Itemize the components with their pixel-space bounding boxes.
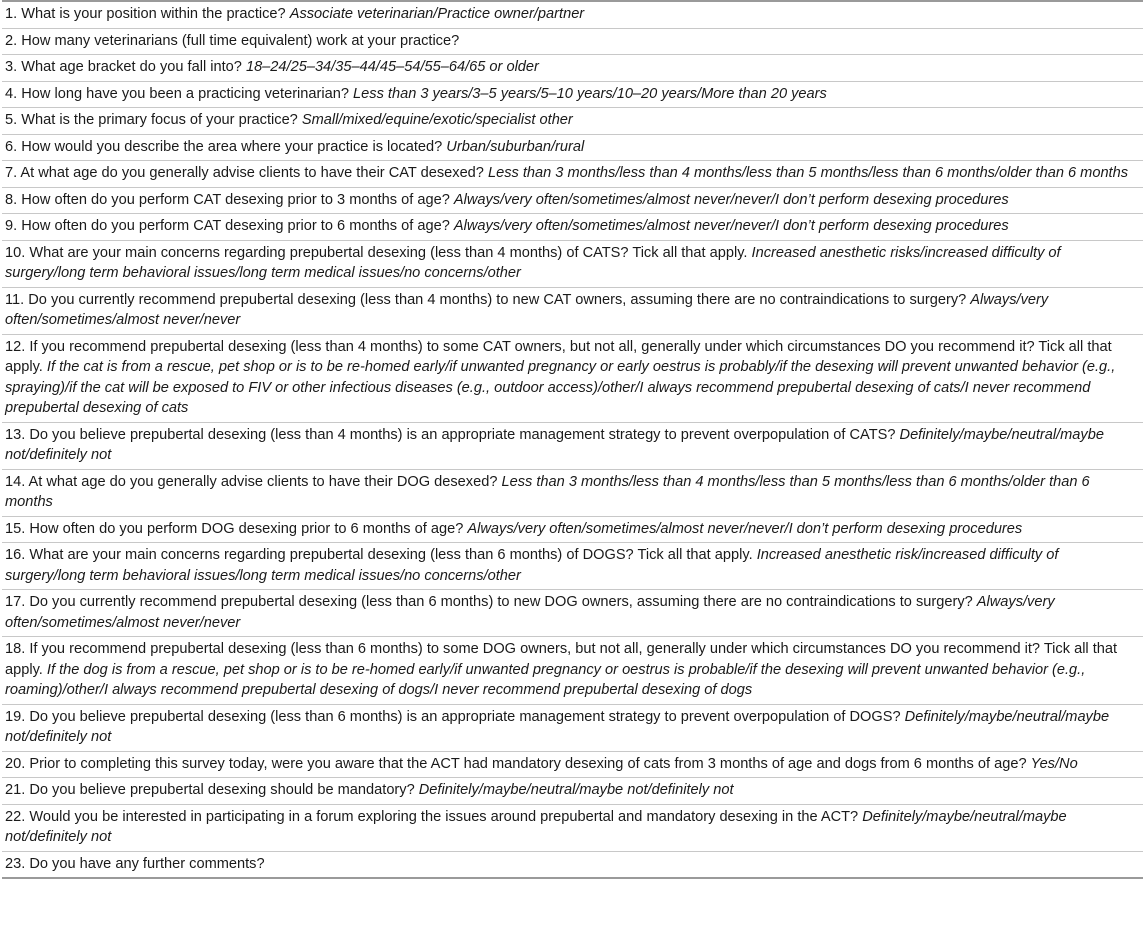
question-text: 1. What is your position within the practice? <box>5 6 290 22</box>
question-text: 3. What age bracket do you fall into? <box>5 59 246 75</box>
question-row-22 <box>2 805 1143 852</box>
answer-options: Definitely/maybe/neutral/maybe not/definitely not <box>5 426 1104 463</box>
question-row-1 <box>2 2 1143 29</box>
question-text: 22. Would you be interested in participating in a forum exploring the issues around prepubertal and mandatory desexing in the ACT? <box>5 808 863 825</box>
question-text: 8. How often do you perform CAT desexing prior to 3 months of age? <box>5 191 454 208</box>
question-text: 17. Do you currently recommend prepubertal desexing (less than 6 months) to new DOG owners, assuming there are no contraindications to surgery? <box>5 594 977 610</box>
question-row-10 <box>2 241 1143 288</box>
question-row-6 <box>2 135 1143 162</box>
question-row-20 <box>2 752 1143 779</box>
question-text: 4. How long have you been a practicing veterinarian? <box>5 85 354 102</box>
question-row-11 <box>2 288 1143 335</box>
answer-options: Definitely/maybe/neutral/maybe not/definitely not <box>418 782 734 798</box>
question-row-2 <box>2 29 1143 56</box>
answer-options: Always/very often/sometimes/almost never/never/I don’t perform desexing procedures <box>453 191 1009 208</box>
question-text: 23. Do you have any further comments? <box>5 855 265 872</box>
question-text: 14. At what age do you generally advise clients to have their DOG desexed? <box>5 473 502 490</box>
question-text: 9. How often do you perform CAT desexing prior to 6 months of age? <box>5 218 454 234</box>
question-row-16 <box>2 543 1143 590</box>
answer-options: Less than 3 months/less than 4 months/less than 5 months/less than 6 months/older than 6 months <box>487 165 1129 181</box>
question-text: 10. What are your main concerns regarding prepubertal desexing (less than 4 months) of CATS? Tick all that apply. <box>5 244 752 261</box>
question-row-5 <box>2 108 1143 135</box>
answer-options: Definitely/maybe/neutral/maybe not/definitely not <box>5 708 1110 745</box>
question-row-15 <box>2 517 1143 544</box>
question-text: 21. Do you believe prepubertal desexing should be mandatory? <box>5 782 419 798</box>
answer-options: Associate veterinarian/Practice owner/partner <box>289 6 585 22</box>
answer-options: Increased anesthetic risk/increased difficulty of surgery/long term behavioral issues/long term medical issues/no concerns/other <box>5 547 1059 584</box>
answer-options: Always/very often/sometimes/almost never/never <box>5 594 1055 631</box>
question-row-4 <box>2 82 1143 109</box>
answer-options: Increased anesthetic risks/increased difficulty of surgery/long term behavioral issues/long term medical issues/no concerns/other <box>5 244 1061 281</box>
answer-options: Always/very often/sometimes/almost never/never/I don’t perform desexing procedures <box>467 520 1023 537</box>
question-row-3 <box>2 55 1143 82</box>
question-row-17 <box>2 590 1143 637</box>
question-text: 6. How would you describe the area where your practice is located? <box>5 138 447 155</box>
answer-options: If the cat is from a rescue, pet shop or is to be re-homed early/if unwanted pregnancy or early oestrus is probably/if the desexing will prevent unwanted behavior (e.g., spraying)/if the cat will be exposed to FIV or other infectious diseases (e.g., outdoor access)/other/I always recommend prepubertal desexing of cats/I never recommend prepubertal desexing of cats <box>5 359 1116 416</box>
question-text: 20. Prior to completing this survey today, were you aware that the ACT had mandatory desexing of cats from 3 months of age and dogs from 6 months of age? <box>5 755 1031 772</box>
question-text: 5. What is the primary focus of your practice? <box>5 112 302 128</box>
question-text: 12. If you recommend prepubertal desexing (less than 4 months) to some CAT owners, but not all, generally under which circumstances DO you recommend it? Tick all that apply. <box>5 338 1112 375</box>
question-text: 11. Do you currently recommend prepubertal desexing (less than 4 months) to new CAT owners, assuming there are no contraindications to surgery? <box>5 291 971 308</box>
question-row-8 <box>2 188 1143 215</box>
answer-options: Always/very often/sometimes/almost never/never/I don’t perform desexing procedures <box>453 218 1009 234</box>
question-text: 2. How many veterinarians (full time equivalent) work at your practice? <box>5 32 460 49</box>
question-row-21 <box>2 778 1143 805</box>
answer-options: Yes/No <box>1030 755 1078 772</box>
question-row-18 <box>2 637 1143 705</box>
answer-options: If the dog is from a rescue, pet shop or is to be re-homed early/if unwanted pregnancy or oestrus is probable/if the desexing will prevent unwanted behavior (e.g., roaming)/other/I always recommend prepubertal desexing of dogs/I never recommend prepubertal desexing of dogs <box>5 661 1086 698</box>
question-row-19 <box>2 705 1143 752</box>
question-row-12 <box>2 335 1143 423</box>
question-text: 19. Do you believe prepubertal desexing (less than 6 months) is an appropriate management strategy to prevent overpopulation of DOGS? <box>5 708 905 725</box>
question-text: 16. What are your main concerns regarding prepubertal desexing (less than 6 months) of DOGS? Tick all that apply. <box>5 547 757 563</box>
question-row-14 <box>2 470 1143 517</box>
answer-options: Less than 3 months/less than 4 months/less than 5 months/less than 6 months/older than 6 months <box>5 473 1090 510</box>
question-row-9 <box>2 214 1143 241</box>
answer-options: Small/mixed/equine/exotic/specialist other <box>301 112 573 128</box>
question-text: 15. How often do you perform DOG desexing prior to 6 months of age? <box>5 520 468 537</box>
question-row-13 <box>2 423 1143 470</box>
answer-options: Always/very often/sometimes/almost never/never <box>5 291 1049 328</box>
question-row-7 <box>2 161 1143 188</box>
question-text: 13. Do you believe prepubertal desexing (less than 4 months) is an appropriate management strategy to prevent overpopulation of CATS? <box>5 426 900 443</box>
answer-options: 18–24/25–34/35–44/45–54/55–64/65 or older <box>245 59 539 75</box>
answer-options: Definitely/maybe/neutral/maybe not/definitely not <box>5 808 1067 845</box>
question-text: 7. At what age do you generally advise clients to have their CAT desexed? <box>5 165 488 181</box>
question-row-23 <box>2 852 1143 878</box>
question-text: 18. If you recommend prepubertal desexing (less than 6 months) to some DOG owners, but not all, generally under which circumstances DO you recommend it? Tick all that apply. <box>5 641 1118 678</box>
answer-options: Urban/suburban/rural <box>446 138 585 155</box>
survey-questions-table <box>2 0 1143 879</box>
answer-options: Less than 3 years/3–5 years/5–10 years/10–20 years/More than 20 years <box>353 85 827 102</box>
